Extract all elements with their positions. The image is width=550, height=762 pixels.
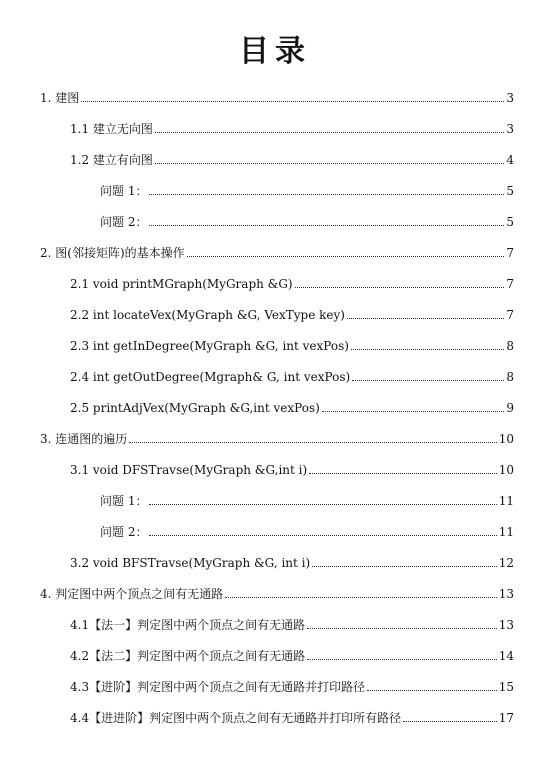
- toc-entry-label: 2.3 int getInDegree(MyGraph &G, int vexPos): [70, 339, 349, 353]
- toc-entry-page: 11: [498, 494, 514, 508]
- toc-entry-1-2-q1[interactable]: [100, 179, 514, 199]
- toc-entry-page: 8: [506, 339, 514, 353]
- toc-entry-label: 问题 2：: [100, 525, 148, 539]
- toc-entry-page: 15: [498, 680, 514, 694]
- toc-entry-label: 2.4 int getOutDegree(Mgraph& G, int vexPos): [70, 370, 351, 384]
- toc-entry-label: 1.2 建立有向图: [70, 153, 153, 167]
- toc-entry-4-4[interactable]: [70, 706, 514, 726]
- dot-leader: [367, 690, 497, 691]
- page-title: 目录: [239, 34, 311, 69]
- dot-leader: [149, 535, 496, 536]
- dot-leader: [347, 318, 504, 319]
- toc-entry-page: 7: [506, 277, 514, 291]
- toc-entry-page: 17: [498, 711, 514, 725]
- toc-entry-4-3[interactable]: [70, 675, 514, 695]
- toc-entry-page: 14: [498, 649, 514, 663]
- dot-leader: [309, 473, 497, 474]
- toc-entry-label: 2.1 void printMGraph(MyGraph &G): [70, 277, 293, 291]
- toc-entry-4[interactable]: [40, 582, 514, 602]
- toc-entry-3[interactable]: [40, 427, 514, 447]
- toc-entry-3-1-q2[interactable]: [100, 520, 514, 540]
- dot-leader: [129, 442, 496, 443]
- toc-entry-page: 9: [506, 401, 514, 415]
- toc-entry-label: 1. 建图: [40, 91, 80, 105]
- toc-entry-2-4[interactable]: [70, 365, 514, 385]
- dot-leader: [149, 225, 504, 226]
- toc-entry-label: 4.4【进进阶】判定图中两个顶点之间有无通路并打印所有路径: [70, 711, 402, 725]
- toc-entry-label: 问题 1：: [100, 494, 148, 508]
- toc-entry-2-1[interactable]: [70, 272, 514, 292]
- toc-entry-2-5[interactable]: [70, 396, 514, 416]
- toc-entry-page: 13: [498, 618, 514, 632]
- toc-entry-label: 2. 图(邻接矩阵)的基本操作: [40, 246, 185, 260]
- toc-entry-1-2-q2[interactable]: [100, 210, 514, 230]
- toc-entry-page: 10: [498, 432, 514, 446]
- dot-leader: [307, 628, 497, 629]
- toc-entry-label: 1.1 建立无向图: [70, 122, 153, 136]
- toc-entry-4-1[interactable]: [70, 613, 514, 633]
- dot-leader: [149, 504, 496, 505]
- toc-entry-label: 4.3【进阶】判定图中两个顶点之间有无通路并打印路径: [70, 680, 366, 694]
- toc-entry-page: 7: [506, 308, 514, 322]
- toc-entry-label: 4. 判定图中两个顶点之间有无通路: [40, 587, 224, 601]
- dot-leader: [225, 597, 496, 598]
- toc-entry-2-2[interactable]: [70, 303, 514, 323]
- toc-entry-page: 3: [506, 122, 514, 136]
- toc-entry-label: 3.1 void DFSTravse(MyGraph &G,int i): [70, 463, 308, 477]
- toc-entry-page: 10: [498, 463, 514, 477]
- toc-entry-3-1[interactable]: [70, 458, 514, 478]
- dot-leader: [187, 256, 505, 257]
- toc-entry-1-2[interactable]: [70, 148, 514, 168]
- toc-entry-3-2[interactable]: [70, 551, 514, 571]
- toc-entry-1[interactable]: [40, 86, 514, 106]
- toc-entry-label: 2.2 int locateVex(MyGraph &G, VexType key): [70, 308, 345, 322]
- toc-entry-label: 4.1【法一】判定图中两个顶点之间有无通路: [70, 618, 306, 632]
- dot-leader: [81, 101, 504, 102]
- dot-leader: [295, 287, 505, 288]
- toc-entry-page: 11: [498, 525, 514, 539]
- toc-entry-2-3[interactable]: [70, 334, 514, 354]
- toc-entry-page: 12: [498, 556, 514, 570]
- toc-entry-page: 8: [506, 370, 514, 384]
- toc-entry-2[interactable]: [40, 241, 514, 261]
- toc-entry-label: 问题 2：: [100, 215, 148, 229]
- toc-entry-page: 7: [506, 246, 514, 260]
- dot-leader: [322, 411, 505, 412]
- toc-entry-label: 3. 连通图的遍历: [40, 432, 128, 446]
- dot-leader: [403, 721, 497, 722]
- toc-entry-page: 5: [506, 215, 514, 229]
- dot-leader: [155, 132, 504, 133]
- dot-leader: [149, 194, 504, 195]
- toc-entry-page: 3: [506, 91, 514, 105]
- dot-leader: [312, 566, 497, 567]
- toc-entry-page: 13: [498, 587, 514, 601]
- toc-entry-page: 5: [506, 184, 514, 198]
- toc-entry-3-1-q1[interactable]: [100, 489, 514, 509]
- dot-leader: [351, 349, 504, 350]
- toc-entry-label: 问题 1：: [100, 184, 148, 198]
- dot-leader: [352, 380, 504, 381]
- dot-leader: [155, 163, 504, 164]
- dot-leader: [307, 659, 497, 660]
- toc-entry-1-1[interactable]: [70, 117, 514, 137]
- toc-entry-label: 4.2【法二】判定图中两个顶点之间有无通路: [70, 649, 306, 663]
- toc-entry-label: 3.2 void BFSTravse(MyGraph &G, int i): [70, 556, 311, 570]
- toc-entry-label: 2.5 printAdjVex(MyGraph &G,int vexPos): [70, 401, 320, 415]
- toc-entry-4-2[interactable]: [70, 644, 514, 664]
- toc-entry-page: 4: [506, 153, 514, 167]
